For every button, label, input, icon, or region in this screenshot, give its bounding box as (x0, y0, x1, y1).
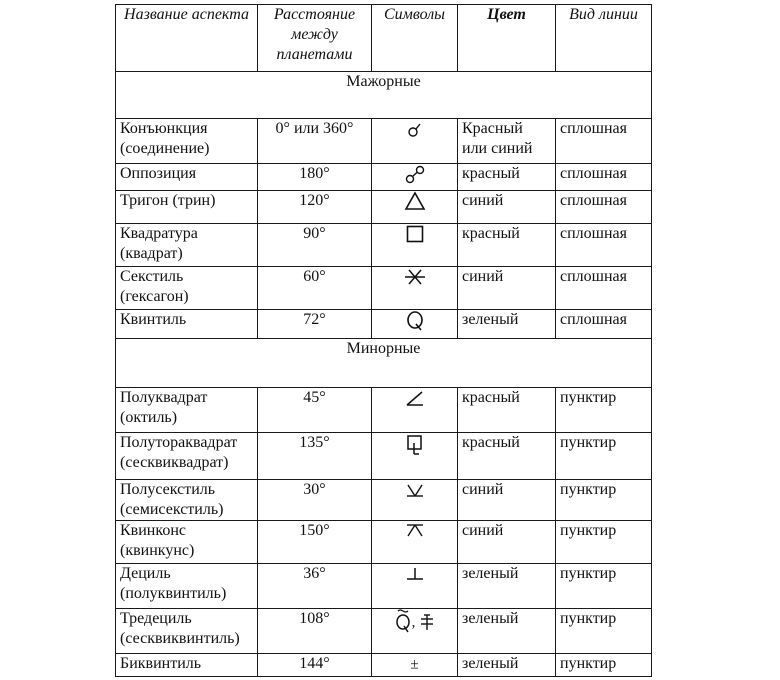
header-distance: Расстояние между планетами (258, 5, 372, 72)
aspect-name: Квинконс (120, 522, 186, 539)
aspect-color: зеленый (458, 564, 556, 609)
aspect-name: Тредециль (120, 610, 192, 627)
aspect-name: Тригон (трин) (120, 192, 216, 209)
table-row (116, 564, 652, 609)
aspect-line-type: пунктир (556, 564, 652, 609)
aspect-distance: 36° (258, 564, 372, 609)
table-row (116, 119, 652, 164)
aspect-name: Квадратура (120, 225, 198, 242)
aspect-line-type: пунктир (556, 433, 652, 480)
aspect-line-type: сплошная (556, 119, 652, 164)
aspect-alt-name: (сесквиквадрат) (120, 454, 229, 471)
aspect-name: Конъюнкция (120, 120, 208, 137)
aspect-color: синий (458, 480, 556, 521)
table-row (116, 654, 652, 677)
aspect-symbol-cell (372, 119, 458, 164)
aspect-symbol-cell (372, 191, 458, 224)
table-row (116, 267, 652, 310)
aspect-name-cell (116, 433, 258, 480)
aspect-distance: 45° (258, 388, 372, 433)
table-row (116, 609, 652, 654)
aspect-distance: 30° (258, 480, 372, 521)
aspect-name-cell (116, 119, 258, 164)
aspect-color: синий (458, 267, 556, 310)
table-row (116, 164, 652, 191)
aspect-color: красный (458, 164, 556, 191)
table-row (116, 310, 652, 339)
aspect-name: Полуквадрат (120, 389, 208, 406)
aspect-distance: 135° (258, 433, 372, 480)
aspect-line-type: сплошная (556, 191, 652, 224)
aspect-distance: 180° (258, 164, 372, 191)
aspect-symbol-cell (372, 564, 458, 609)
aspect-name: Дециль (120, 565, 171, 582)
aspect-color: синий (458, 521, 556, 564)
aspect-name: Полутораквадрат (120, 434, 238, 451)
aspect-name-cell (116, 164, 258, 191)
aspect-distance: 150° (258, 521, 372, 564)
aspect-color: зеленый (458, 310, 556, 339)
header-symbols: Символы (372, 5, 458, 72)
aspect-distance: 120° (258, 191, 372, 224)
aspect-name-cell (116, 609, 258, 654)
aspect-symbol-cell (372, 654, 458, 677)
aspect-alt-name: (полуквинтиль) (120, 585, 227, 602)
biquintile-icon: ± (410, 656, 419, 673)
section-title-major: Мажорные (116, 72, 652, 119)
aspect-distance: 144° (258, 654, 372, 677)
aspect-name-cell (116, 480, 258, 521)
aspect-line-type: пунктир (556, 609, 652, 654)
table-row (116, 191, 652, 224)
header-row (116, 5, 652, 72)
aspect-alt-name: (квадрат) (120, 245, 183, 262)
aspect-name: Биквинтиль (120, 655, 202, 672)
section-row-major (116, 72, 652, 119)
square-icon (405, 225, 425, 242)
aspect-symbol-cell (372, 224, 458, 267)
table-row (116, 521, 652, 564)
aspect-line-type: сплошная (556, 164, 652, 191)
aspect-line-type: пунктир (556, 654, 652, 677)
aspect-name-cell (116, 310, 258, 339)
aspect-distance: 0° или 360° (258, 119, 372, 164)
tredecile-separator: , (411, 614, 416, 630)
aspect-distance: 72° (258, 310, 372, 339)
aspect-name: Оппозиция (120, 165, 197, 182)
table-row (116, 388, 652, 433)
aspect-line-type: сплошная (556, 310, 652, 339)
sesquiquadrate-icon (405, 436, 425, 453)
aspect-symbol-cell (372, 521, 458, 564)
trine-icon (404, 192, 426, 209)
table-row (116, 224, 652, 267)
aspect-symbol-cell (372, 388, 458, 433)
aspect-alt-name: (сесквиквинтиль) (120, 630, 240, 647)
aspect-alt-name: (семисекстиль) (120, 501, 224, 518)
table-row (116, 480, 652, 521)
aspect-color: зеленый (458, 609, 556, 654)
aspect-alt-name: (октиль) (120, 409, 178, 426)
section-title-minor: Минорные (116, 339, 652, 388)
header-color: Цвет (458, 5, 556, 72)
aspect-name: Секстиль (120, 268, 184, 285)
table-row (116, 433, 652, 480)
aspect-symbol-cell (372, 609, 458, 654)
aspect-name-cell (116, 224, 258, 267)
aspect-symbol-cell (372, 164, 458, 191)
aspect-distance: 108° (258, 609, 372, 654)
aspect-line-type: пунктир (556, 480, 652, 521)
aspect-symbol-cell (372, 433, 458, 480)
aspect-name-cell (116, 191, 258, 224)
aspect-symbol-cell (372, 480, 458, 521)
tredecile-icon (394, 613, 436, 630)
decile-icon (404, 565, 426, 582)
aspect-name-cell (116, 388, 258, 433)
aspect-alt-name: (гексагон) (120, 288, 189, 305)
aspect-symbol-cell (372, 267, 458, 310)
quincunx-icon (404, 522, 426, 539)
header-line: Вид линии (556, 5, 652, 72)
aspect-line-type: пунктир (556, 521, 652, 564)
aspect-color: синий (458, 191, 556, 224)
aspect-name-cell (116, 267, 258, 310)
semisextile-icon (404, 481, 426, 498)
header-name: Название аспекта (116, 5, 258, 72)
aspect-color: красный (458, 224, 556, 267)
aspect-line-type: сплошная (556, 224, 652, 267)
aspect-line-type: пунктир (556, 388, 652, 433)
aspect-name: Полусекстиль (120, 481, 216, 498)
semisquare-icon (404, 389, 426, 406)
section-row-minor (116, 339, 652, 388)
aspect-color: Красный или синий (458, 119, 556, 164)
sextile-icon (403, 268, 427, 285)
aspect-name: Квинтиль (120, 311, 187, 328)
aspect-color: красный (458, 388, 556, 433)
quintile-icon (405, 312, 425, 329)
aspect-name-cell (116, 564, 258, 609)
conjunction-icon (405, 120, 425, 137)
aspect-name-cell (116, 521, 258, 564)
aspect-color: красный (458, 433, 556, 480)
aspect-symbol-cell (372, 310, 458, 339)
aspect-color: зеленый (458, 654, 556, 677)
aspects-table (115, 4, 652, 677)
opposition-icon (403, 166, 427, 183)
aspect-alt-name: (квинкунс) (120, 542, 195, 559)
aspect-line-type: сплошная (556, 267, 652, 310)
aspect-name-cell (116, 654, 258, 677)
aspect-alt-name: (соединение) (120, 140, 210, 157)
aspect-distance: 90° (258, 224, 372, 267)
aspect-distance: 60° (258, 267, 372, 310)
